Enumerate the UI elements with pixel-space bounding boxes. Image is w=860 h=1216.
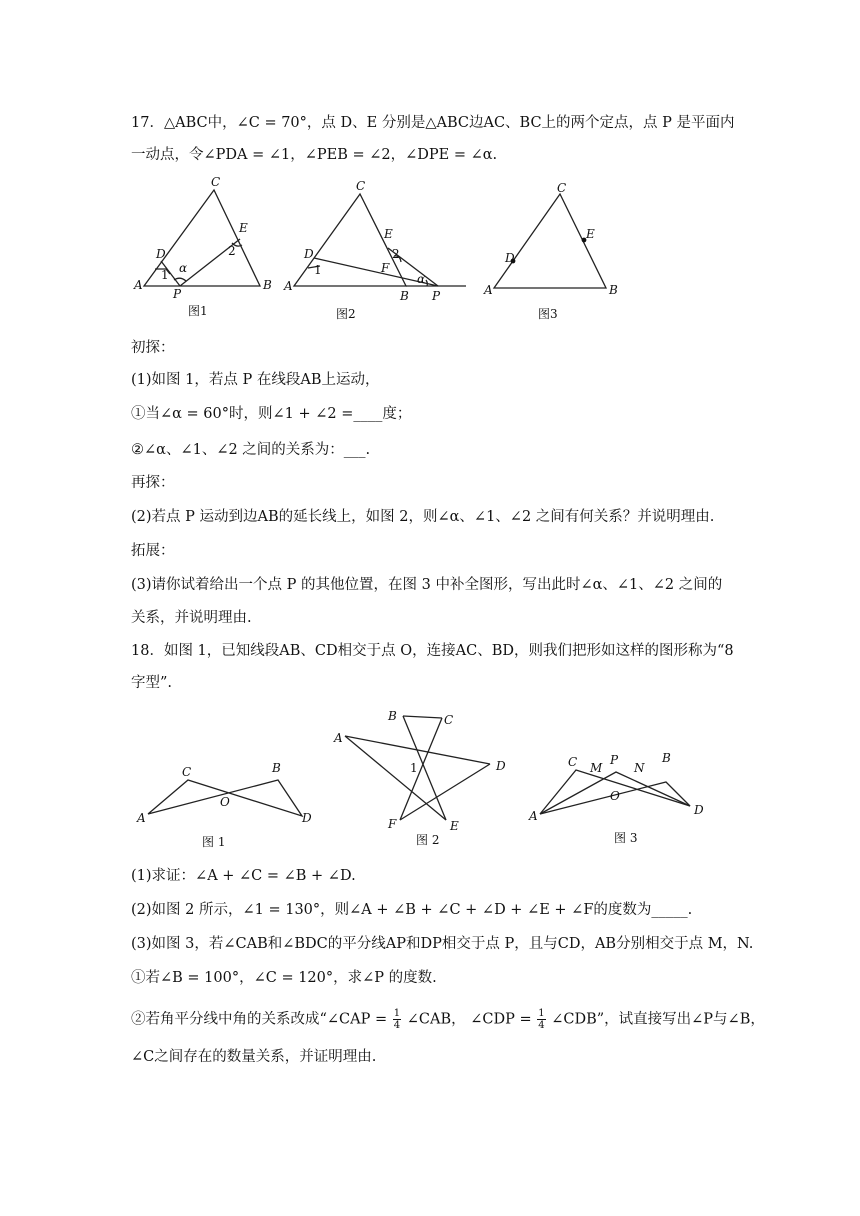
label-b: B [263,278,272,292]
fig3-caption: 图3 [538,307,558,321]
label-c: C [557,181,567,195]
label-c: C [444,713,454,727]
q18-part3-b-mid: ∠CAB， ∠CDP = [406,1011,532,1028]
label-angle-1: 1 [410,761,418,775]
label-c: C [568,755,578,769]
fig2-caption: 图 2 [416,833,440,847]
q18-part3: (3)如图 3，若∠CAB和∠BDC的平分线AP和DP相交于点 P，且与CD，AB分别相交于点 M，N. [131,936,754,952]
label-a: A [529,809,538,823]
q17-heading-extend: 拓展： [131,543,175,559]
q17-part2: (2)若点 P 运动到边AB的延长线上，如图 2，则∠α、∠1、∠2 之间有何关系？并说明理由. [131,509,715,525]
label-alpha: α [417,272,426,286]
label-e: E [384,227,393,241]
label-c: C [356,179,366,193]
label-d: D [302,811,312,825]
label-e: E [450,819,459,833]
q18-figure-3 [526,744,716,854]
label-f: F [388,817,397,831]
fraction-one-quarter [393,1008,401,1031]
q17-part1: (1)如图 1，若点 P 在线段AB上运动， [131,372,380,388]
segment-bc [403,716,442,718]
label-d: D [694,803,704,817]
label-b: B [609,283,618,297]
label-b: B [662,751,671,765]
frac-denominator: 4 [393,1020,401,1031]
q18-part3-b-pre: ②若角平分线中角的关系改成“∠CAP = [131,1011,388,1028]
q17-heading-explore: 初探： [131,340,175,356]
q18-part3-b [131,1008,765,1031]
label-p: P [173,287,182,301]
q18-part3-a: ①若∠B = 100°，∠C = 120°，求∠P 的度数. [131,970,437,986]
label-a: A [334,731,343,745]
label-b: B [400,289,409,303]
q17-figure-2 [280,176,470,326]
q18-part3-b-post: ∠CDB”，试直接写出∠P与∠B， [551,1011,765,1028]
label-angle-1: 1 [314,263,322,277]
q17-statement-line2: 一动点，令∠PDA = ∠1，∠PEB = ∠2，∠DPE = ∠α. [131,147,498,163]
label-c: C [211,175,221,189]
q18-part3-c: ∠C之间存在的数量关系，并证明理由. [131,1049,377,1065]
frac-numerator-2: 1 [538,1008,545,1019]
q17-statement-line1: 17．△ABC中，∠C = 70°，点 D、E 分别是△ABC边AC、BC上的两个定点，点 P 是平面内 [131,115,735,131]
label-a: A [134,278,143,292]
fraction-one-quarter-2 [537,1008,545,1031]
label-e: E [239,221,248,235]
q18-statement-line1: 18．如图 1，已知线段AB、CD相交于点 O，连接AC、BD，则我们把形如这样的图形称为“8 [131,643,734,659]
q17-part1-a: ①当∠α = 60°时，则∠1 + ∠2 =____度； [131,406,412,422]
label-d: D [304,247,314,261]
q18-part1: (1)求证：∠A + ∠C = ∠B + ∠D. [131,868,356,884]
label-n: N [634,761,645,775]
q17-part3-line2: 关系，并说明理由. [131,610,252,626]
label-b: B [388,709,397,723]
triangle-abc [494,194,606,288]
label-a: A [484,283,493,297]
label-angle-2: 2 [392,247,400,261]
q17-part3-line1: (3)请你试着给出一个点 P 的其他位置，在图 3 中补全图形，写出此时∠α、∠1、∠2 之间的 [131,577,723,593]
fig1-caption: 图 1 [202,835,226,849]
fig3-caption: 图 3 [614,831,638,845]
label-f: F [381,261,390,275]
q18-figure-2 [330,704,520,854]
label-d: D [496,759,506,773]
q18-part2: (2)如图 2 所示，∠1 = 130°，则∠A + ∠B + ∠C + ∠D + ∠E + ∠F的度数为_____. [131,902,693,918]
label-o: O [220,795,230,809]
label-d: D [505,251,515,265]
label-b: B [272,761,281,775]
label-o: O [610,789,620,803]
fig2-caption: 图2 [336,307,356,321]
label-e: E [586,227,595,241]
segment-cf [400,718,442,820]
q17-part1-b: ②∠α、∠1、∠2 之间的关系为：___. [131,442,371,458]
fig1-caption: 图1 [188,304,208,318]
label-m: M [590,761,603,775]
q17-figure-3 [478,176,628,326]
q17-figure-1 [128,172,280,322]
label-p: P [610,753,619,767]
label-c: C [182,765,192,779]
frac-numerator: 1 [393,1008,401,1019]
label-d: D [156,247,166,261]
label-alpha: α [179,261,188,275]
q17-heading-reexplore: 再探： [131,475,175,491]
label-p: P [432,289,441,303]
segment-ae [345,736,446,820]
q18-statement-line2: 字型”. [131,675,173,691]
label-a: A [284,279,293,293]
label-angle-2: 2 [228,244,236,258]
label-a: A [137,811,146,825]
q18-figure-1 [134,756,324,852]
frac-denominator-2: 4 [538,1020,545,1031]
label-angle-1: 1 [161,268,169,282]
